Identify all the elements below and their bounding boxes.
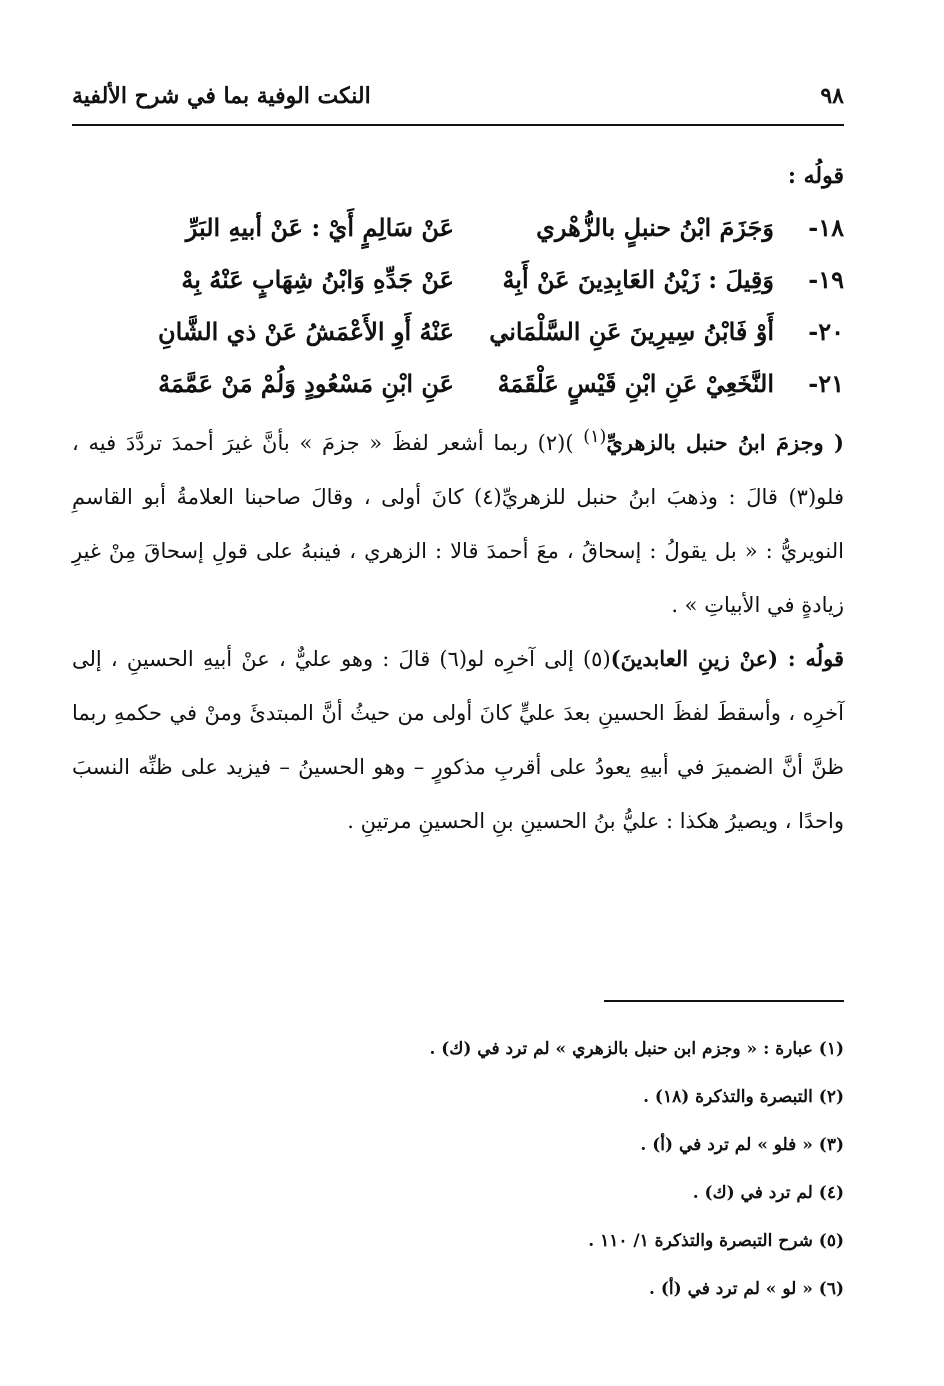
verse-second-hemistich: عَنِ ابْنِ مَسْعُودٍ وَلُمْ مَنْ عَمَّمَهْ	[158, 369, 454, 398]
verse-number: ١٩-	[808, 265, 844, 294]
verse-number: ١٨-	[808, 213, 844, 242]
footnote: (٥) شرح التبصرة والتذكرة ١/ ١١٠ .	[588, 1231, 844, 1251]
verse-line	[72, 358, 844, 410]
footnote: (٦) « لو » لم ترد في (أ) .	[649, 1279, 844, 1299]
main-text	[72, 150, 844, 848]
verse-first-hemistich: أَوْ فَابْنُ سِيرِينَ عَنِ السَّلْمَاني	[489, 317, 774, 346]
verse-line	[72, 306, 844, 358]
verse-number: ٢١-	[808, 369, 844, 398]
header-divider	[72, 124, 844, 126]
footnotes	[72, 1025, 844, 1313]
paragraph-text: (٥) إلى آخرِه لو(٦) قالَ : وهو عليٌّ ، عنْ أبيهِ الحسينِ ، إلى آخرِه ، وأسقطَ لفظَ الحسينِ بعدَ عليٍّ كانَ أولى من حيثُ أنَّ المبتدئَ ومنْ في حكمهِ ربما ظنَّ أنَّ الضميرَ في أبيهِ يعودُ على أقربِ مذكورٍ – وهو الحسينُ – فيزيد على ظنِّه النسبَ واحدًا ، ويصيرُ هكذا : عليُّ بنُ الحسينِ بنِ الحسينِ مرتينِ .	[72, 647, 844, 833]
footnote: (٢) التبصرة والتذكرة (١٨) .	[643, 1087, 844, 1107]
verse-line	[72, 202, 844, 254]
footnote-divider	[604, 1000, 844, 1002]
footnote: (٣) « فلو » لم ترد في (أ) .	[640, 1135, 844, 1155]
paragraph-text: )(٢) ربما أشعر لفظَ « جزمَ » بأنَّ غيرَ أحمدَ تردَّدَ فيه ، فلو(٣) قالَ : وذهبَ ابنُ حنبل للزهريِّ(٤) كانَ أولى ، وقالَ صاحبنا العلامةُ أبو القاسمِ النويريُّ : « بل يقولُ : إسحاقُ ، معَ أحمدَ قالا : الزهري ، فينبهُ على قولِ إسحاقَ مِنْ غيرِ زيادةٍ في الأبياتِ » .	[72, 431, 844, 617]
page-header	[72, 76, 844, 116]
verse-first-hemistich: وَجَزَمَ ابْنُ حنبلٍ بالزُّهْري	[536, 213, 774, 242]
verse-line	[72, 254, 844, 306]
footnote: (٤) لم ترد في (ك) .	[692, 1183, 844, 1203]
quoted-phrase: ( وجزمَ ابنُ حنبل بالزهريِّ	[606, 430, 844, 455]
commentary-paragraph-1	[72, 410, 844, 632]
commentary-paragraph-2	[72, 632, 844, 848]
verse-first-hemistich: وَقِيلَ : زَيْنُ العَابِدِينَ عَنْ أَبِهْ	[502, 265, 774, 294]
quoted-phrase: (عنْ زينِ العابدينَ)	[610, 646, 779, 671]
verse-second-hemistich: عَنْهُ أَوِ الأَعْمَشُ عَنْ ذي الشَّانِ	[157, 317, 454, 346]
footnote-ref: (١)	[583, 427, 607, 447]
page-number: ٩٨	[820, 83, 844, 109]
book-title: النكت الوفية بما في شرح الألفية	[72, 83, 371, 109]
qawluh-label: قولُه :	[787, 163, 844, 189]
qawluh-lead: قولُه :	[778, 646, 844, 671]
footnote: (١) عبارة : « وجزم ابن حنبل بالزهري » لم ترد في (ك) .	[429, 1039, 844, 1059]
verse-second-hemistich: عَنْ سَالِمٍ أَيْ : عَنْ أبيهِ البَرِّ	[185, 213, 454, 242]
verse-second-hemistich: عَنْ جَدِّهِ وَابْنُ شِهَابٍ عَنْهُ بِهْ	[181, 265, 454, 294]
verse-first-hemistich: النَّخَعِيْ عَنِ ابْنِ قَيْسٍ عَلْقَمَهْ	[497, 369, 774, 398]
verse-number: ٢٠-	[808, 317, 844, 346]
